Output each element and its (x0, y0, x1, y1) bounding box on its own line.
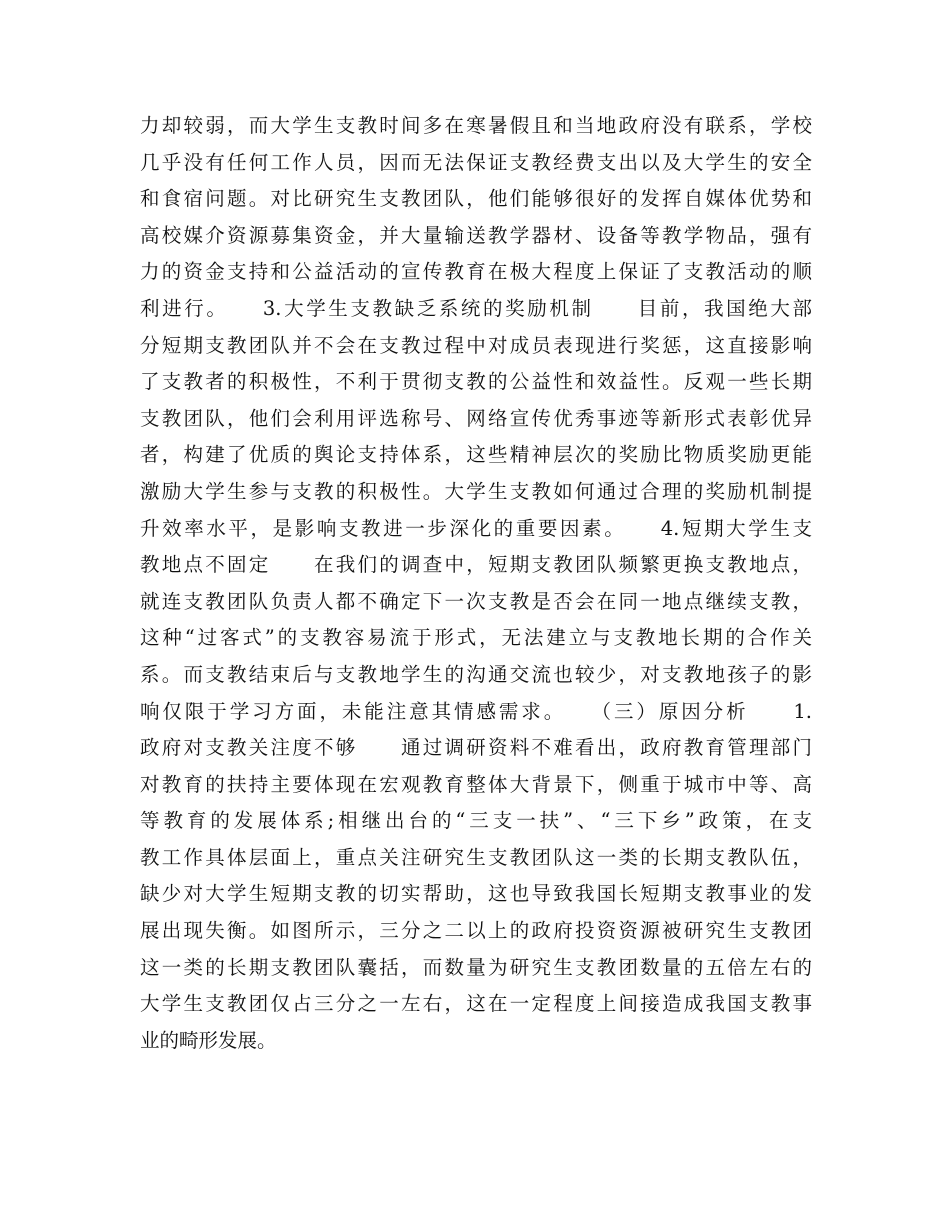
body-text (140, 108, 812, 1059)
text-line: 这一类的长期支教团队囊括，而数量为研究生支教团数量的五倍左右的 (140, 955, 812, 979)
text-line: 响仅限于学习方面，未能注意其情感需求。 （三）原因分析 1. (140, 699, 812, 723)
text-line: 业的畸形发展。 (140, 1028, 277, 1052)
text-line: 和食宿问题。对比研究生支教团队，他们能够很好的发挥自媒体优势和 (140, 187, 812, 211)
text-line: 几乎没有任何工作人员，因而无法保证支教经费支出以及大学生的安全 (140, 150, 812, 174)
text-line: 就连支教团队负责人都不确定下一次支教是否会在同一地点继续支教， (140, 589, 812, 613)
text-line: 支教团队，他们会利用评选称号、网络宣传优秀事迹等新形式表彰优异 (140, 406, 812, 430)
text-line: 者，构建了优质的舆论支持体系，这些精神层次的奖励比物质奖励更能 (140, 443, 812, 467)
text-line: 教工作具体层面上，重点关注研究生支教团队这一类的长期支教队伍， (140, 845, 812, 869)
text-line: 政府对支教关注度不够 通过调研资料不难看出，政府教育管理部门 (140, 736, 812, 760)
text-line: 展出现失衡。如图所示，三分之二以上的政府投资资源被研究生支教团 (140, 919, 812, 943)
text-line: 力的资金支持和公益活动的宣传教育在极大程度上保证了支教活动的顺 (140, 260, 812, 284)
text-line: 分短期支教团队并不会在支教过程中对成员表现进行奖惩，这直接影响 (140, 333, 812, 357)
text-line: 利进行。 3.大学生支教缺乏系统的奖励机制 目前，我国绝大部 (140, 296, 812, 320)
text-line: 升效率水平，是影响支教进一步深化的重要因素。 4.短期大学生支 (140, 516, 812, 540)
text-line: 等教育的发展体系;相继出台的“三支一扶”、“三下乡”政策，在支 (140, 809, 812, 833)
text-line: 缺少对大学生短期支教的切实帮助，这也导致我国长短期支教事业的发 (140, 882, 812, 906)
text-line: 大学生支教团仅占三分之一左右，这在一定程度上间接造成我国支教事 (140, 992, 812, 1016)
text-line: 对教育的扶持主要体现在宏观教育整体大背景下，侧重于城市中等、高 (140, 772, 812, 796)
text-line: 激励大学生参与支教的积极性。大学生支教如何通过合理的奖励机制提 (140, 479, 812, 503)
text-line: 这种“过客式”的支教容易流于形式，无法建立与支教地长期的合作关 (140, 626, 812, 650)
text-line: 力却较弱，而大学生支教时间多在寒暑假且和当地政府没有联系，学校 (140, 114, 812, 137)
text-line: 教地点不固定 在我们的调查中，短期支教团队频繁更换支教地点， (140, 553, 812, 577)
text-line: 高校媒介资源募集资金，并大量输送教学器材、设备等教学物品，强有 (140, 223, 812, 247)
text-line: 系。而支教结束后与支教地学生的沟通交流也较少，对支教地孩子的影 (140, 662, 812, 686)
text-line: 了支教者的积极性，不利于贯彻支教的公益性和效益性。反观一些长期 (140, 370, 812, 394)
